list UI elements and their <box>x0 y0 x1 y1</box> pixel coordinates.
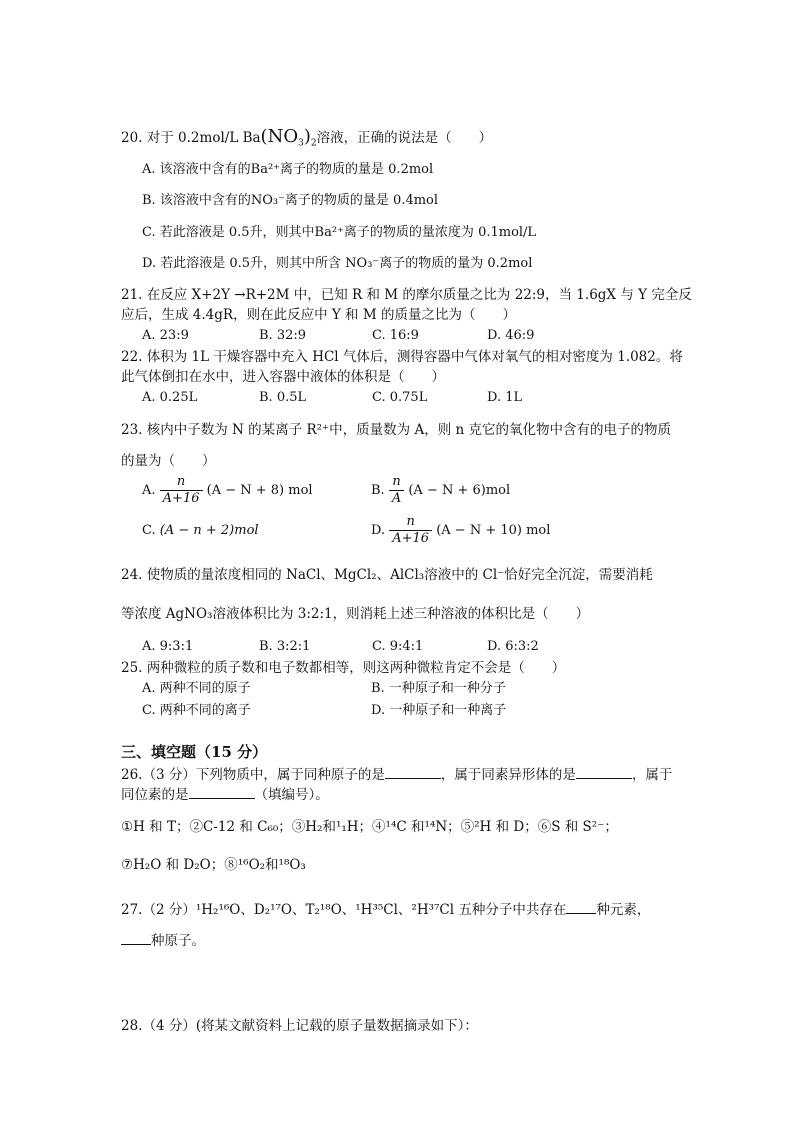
q23-option-d-fraction <box>389 514 432 547</box>
q23-option-b-numerator: n <box>389 474 404 491</box>
q21-line1: 21. 在反应 X+2Y →R+2M 中，已知 R 和 M 的摩尔质量之比为 22:9，当 1.6gX 与 Y 完全反 <box>121 287 692 303</box>
q20-stem-close: ) <box>303 126 311 147</box>
q23-option-c-expression: (A − n + 2)mol <box>159 523 259 538</box>
q23-option-a-label: A. <box>142 483 156 498</box>
q23-option-a <box>142 474 313 507</box>
q24-option-d: D. 6:3:2 <box>487 639 539 654</box>
q27-line2 <box>121 930 205 950</box>
q27-line2-text: 种原子。 <box>151 933 205 949</box>
q26-blank-1[interactable] <box>385 764 441 779</box>
q24-line1: 24. 使物质的量浓度相同的 NaCl、MgCl₂、AlCl₃溶液中的 Cl⁻恰好完全沉淀，需要消耗 <box>121 567 653 583</box>
q23-option-c-label: C. <box>142 523 156 538</box>
q23-option-a-denominator: A+16 <box>162 491 200 506</box>
q21-option-a: A. 23:9 <box>142 328 189 343</box>
q26-items-1: ①H 和 T；②C-12 和 C₆₀；③H₂和¹₁H；④¹⁴C 和¹⁴N；⑤²H 和 D；⑥S 和 S²⁻； <box>121 819 618 835</box>
q21-option-b: B. 32:9 <box>259 328 307 343</box>
q25-line1: 25. 两种微粒的质子数和电子数都相等，则这两种微粒肯定不会是（ ） <box>121 660 566 676</box>
q23-option-b-label: B. <box>371 483 385 498</box>
q20-option-a: A. 该溶液中含有的Ba²⁺离子的物质的量是 0.2mol <box>142 162 434 177</box>
q20-stem-sub: 3 <box>298 138 304 149</box>
section-3-heading: 三、填空题（15 分） <box>121 743 268 761</box>
q26-blank-2[interactable] <box>576 764 632 779</box>
q22-option-a: A. 0.25L <box>142 390 198 405</box>
q20-stem <box>121 128 492 147</box>
q23-option-d-denominator: A+16 <box>392 531 430 546</box>
q23-option-b-fraction <box>389 474 404 507</box>
q26-part1: 26.（3 分）下列物质中，属于同种原子的是 <box>121 767 385 783</box>
q26-part3: ，属于 <box>631 767 673 783</box>
q20-stem-sub2: 2 <box>310 138 317 149</box>
q21-option-c: C. 16:9 <box>372 328 419 343</box>
q24-option-c: C. 9:4:1 <box>372 639 424 654</box>
q23-option-a-fraction <box>160 474 203 507</box>
q23-line2: 的量为（ ） <box>121 453 216 469</box>
q23-option-a-numerator: n <box>160 474 203 491</box>
q22-option-c: C. 0.75L <box>372 390 428 405</box>
q26-line1 <box>121 764 672 784</box>
q26-items-2: ⑦H₂O 和 D₂O；⑧¹⁶O₂和¹⁸O₃ <box>121 857 306 873</box>
q27-line1 <box>121 899 650 919</box>
q21-option-d: D. 46:9 <box>487 328 535 343</box>
q20-stem-pre: 20. 对于 0.2mol/L Ba <box>121 130 261 146</box>
q24-option-b: B. 3:2:1 <box>259 639 311 654</box>
q22-line1: 22. 体积为 1L 干燥容器中充入 HCl 气体后，测得容器中气体对氧气的相对密度为 1.082。将 <box>121 349 683 365</box>
q28-line1: 28.（4 分）(将某文献资料上记载的原子量数据摘录如下）： <box>121 1018 478 1034</box>
q20-stem-post: 溶液，正确的说法是（ ） <box>316 130 493 146</box>
q24-option-a: A. 9:3:1 <box>142 639 194 654</box>
q20-option-c: C. 若此溶液是 0.5升，则其中Ba²⁺离子的物质的量浓度为 0.1mol/L <box>142 225 537 240</box>
q20-option-d: D. 若此溶液是 0.5升，则其中所含 NO₃⁻离子的物质的量为 0.2mol <box>142 256 533 271</box>
q26-line2 <box>121 784 329 804</box>
q27-line1-text: 27.（2 分）¹H₂¹⁶O、D₂¹⁷O、T₂¹⁸O、¹H³⁵Cl、²H³⁷Cl 五种分子中共存在 <box>121 902 567 918</box>
q23-option-b-expression: (A − N + 6)mol <box>408 483 511 498</box>
q20-option-b: B. 该溶液中含有的NO₃⁻离子的物质的量是 0.4mol <box>142 193 439 208</box>
q22-line2: 此气体倒扣在水中，进入容器中液体的体积是（ ） <box>121 369 445 385</box>
q27-blank-1[interactable] <box>566 899 596 914</box>
q25-option-d: D. 一种原子和一种离子 <box>371 703 507 718</box>
q22-option-d: D. 1L <box>487 390 523 405</box>
q20-stem-formula: (NO <box>260 126 299 147</box>
q23-option-d-numerator: n <box>389 514 432 531</box>
q22-option-b: B. 0.5L <box>259 390 307 405</box>
q25-option-c: C. 两种不同的离子 <box>142 703 251 718</box>
q25-option-b: B. 一种原子和一种分子 <box>371 681 506 696</box>
q23-option-b-denominator: A <box>391 491 402 506</box>
q25-option-a: A. 两种不同的原子 <box>142 681 251 696</box>
q23-option-d <box>371 514 550 547</box>
q23-line1: 23. 核内中子数为 N 的某离子 R²⁺中，质量数为 A，则 n 克它的氧化物中含有的电子的物质 <box>121 422 671 438</box>
q23-option-d-label: D. <box>371 523 386 538</box>
q26-blank-3[interactable] <box>189 784 255 799</box>
q24-line2: 等浓度 AgNO₃溶液体积比为 3:2:1，则消耗上述三种溶液的体积比是（ ） <box>121 606 590 622</box>
q27-blank-2[interactable] <box>121 930 151 945</box>
q23-option-d-expression: (A − N + 10) mol <box>436 523 551 538</box>
q23-option-b <box>371 474 510 507</box>
q26-line2-suffix: （填编号）。 <box>254 787 329 803</box>
q27-line1-suffix: 种元素， <box>596 902 651 918</box>
q23-option-c <box>142 522 259 540</box>
q21-line2: 应后，生成 4.4gR，则在此反应中 Y 和 M 的质量之比为（ ） <box>121 307 516 323</box>
q23-option-a-expression: (A − N + 8) mol <box>206 483 313 498</box>
q26-line2-prefix: 同位素的是 <box>121 787 189 803</box>
q26-part2: ，属于同素异形体的是 <box>440 767 576 783</box>
